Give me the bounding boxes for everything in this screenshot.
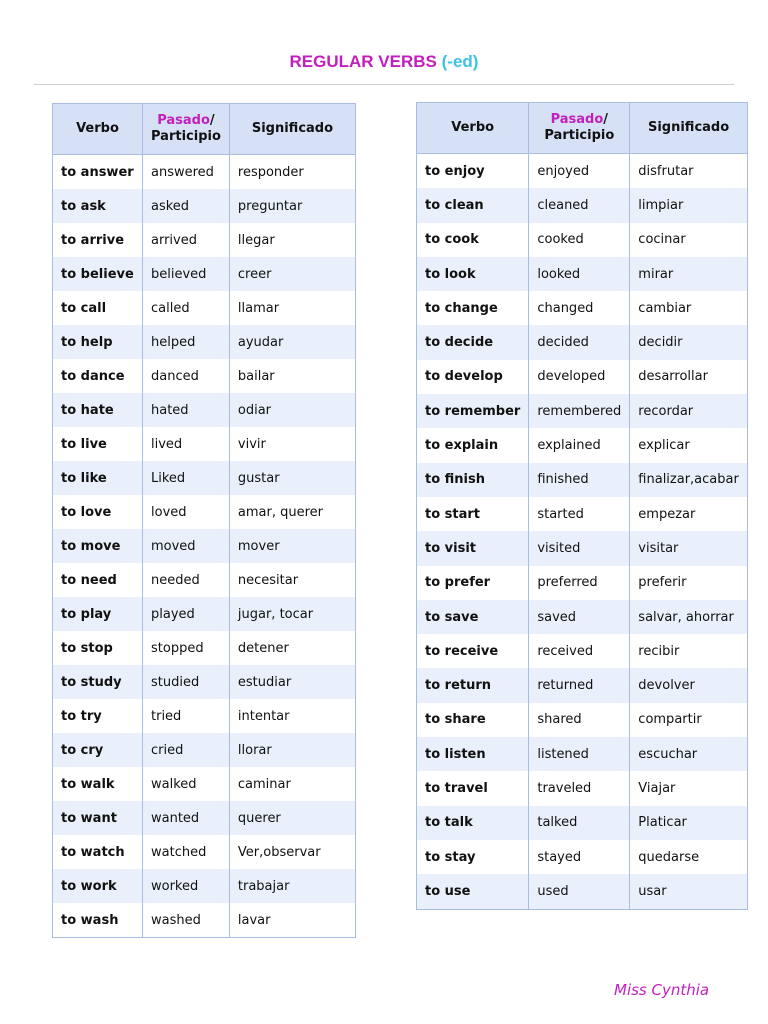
title-main: REGULAR VERBS: [289, 52, 437, 71]
table-row: [53, 869, 356, 903]
past-cell: preferred: [529, 566, 630, 600]
past-cell: visited: [529, 531, 630, 565]
table-row: [53, 631, 356, 665]
table-row: [417, 257, 748, 291]
past-cell: talked: [529, 806, 630, 840]
past-cell: used: [529, 874, 630, 909]
table-row: [53, 801, 356, 835]
table-row: [417, 188, 748, 222]
header-past-b: Participio: [544, 128, 615, 143]
header-past-sep: /: [209, 113, 215, 128]
verb-cell: to walk: [53, 767, 143, 801]
meaning-cell: Viajar: [638, 780, 676, 796]
past-cell: stayed: [529, 840, 630, 874]
meaning-cell: odiar: [229, 393, 355, 427]
meaning-cell: recordar: [630, 394, 748, 428]
past-cell: answered: [143, 155, 230, 190]
verb-cell: to watch: [53, 835, 143, 869]
table-row: [53, 427, 356, 461]
past-cell: played: [143, 597, 230, 631]
verb-cell: to travel: [417, 771, 529, 805]
verb-cell: to study: [53, 665, 143, 699]
past-cell: loved: [143, 495, 230, 529]
table-row: [53, 903, 356, 938]
header-past: [529, 103, 630, 154]
table-row: [417, 291, 748, 325]
meaning-cell: cambiar: [638, 300, 692, 316]
verb-cell: to return: [417, 668, 529, 702]
meaning-cell: bailar: [237, 368, 275, 384]
past-cell: saved: [529, 600, 630, 634]
table-row: [417, 634, 748, 668]
verb-cell: to move: [53, 529, 143, 563]
past-cell: cried: [143, 733, 230, 767]
verb-cell: to call: [53, 291, 143, 325]
past-cell: walked: [143, 767, 230, 801]
meaning-cell: llamar: [237, 300, 280, 316]
left-verb-table: [52, 103, 356, 938]
meaning-cell: trabajar: [229, 869, 355, 903]
table-row: [53, 359, 356, 393]
meaning-cell: Ver,observar: [237, 844, 321, 860]
verb-cell: to cook: [417, 223, 529, 257]
past-cell: looked: [529, 257, 630, 291]
past-cell: remembered: [529, 394, 630, 428]
table-row: [53, 529, 356, 563]
verb-cell: to stop: [53, 631, 143, 665]
past-cell: traveled: [529, 771, 630, 805]
header-row: [417, 103, 748, 154]
table-row: [417, 600, 748, 634]
meaning-cell: visitar: [630, 531, 748, 565]
meaning-cell: disfrutar: [638, 163, 694, 179]
header-verb: Verbo: [417, 103, 529, 154]
meaning-cell: escuchar: [630, 737, 748, 771]
meaning-cell: preferir: [638, 575, 687, 591]
meaning-cell: recibir: [638, 643, 680, 659]
past-cell: moved: [143, 529, 230, 563]
verb-cell: to explain: [417, 428, 529, 462]
table-row: [417, 497, 748, 531]
table-row: [417, 223, 748, 257]
table-row: [53, 733, 356, 767]
table-row: [417, 840, 748, 874]
verb-cell: to clean: [417, 188, 529, 222]
meaning-cell: Platicar: [630, 806, 748, 840]
past-cell: tried: [143, 699, 230, 733]
past-cell: decided: [529, 325, 630, 359]
meaning-cell: explicar: [638, 438, 690, 454]
past-cell: wanted: [143, 801, 230, 835]
meaning-cell: llorar: [229, 733, 355, 767]
header-past-sep: /: [603, 112, 609, 127]
table-row: [53, 461, 356, 495]
meaning-cell: jugar, tocar: [229, 597, 355, 631]
meaning-cell: limpiar: [630, 188, 748, 222]
meaning-cell: preguntar: [229, 189, 355, 223]
verb-cell: to hate: [53, 393, 143, 427]
verb-cell: to dance: [53, 359, 143, 393]
past-cell: hated: [143, 393, 230, 427]
verb-cell: to try: [53, 699, 143, 733]
verb-cell: to work: [53, 869, 143, 903]
verb-cell: to save: [417, 600, 529, 634]
table-row: [417, 874, 748, 909]
verb-cell: to want: [53, 801, 143, 835]
verb-cell: to prefer: [417, 566, 529, 600]
table-row: [53, 223, 356, 257]
table-row: [53, 393, 356, 427]
table-row: [53, 767, 356, 801]
table-row: [417, 360, 748, 394]
table-row: [417, 566, 748, 600]
verb-cell: to like: [53, 461, 143, 495]
table-row: [53, 835, 356, 869]
verb-cell: to arrive: [53, 223, 143, 257]
page-title: [0, 52, 768, 72]
table-row: [53, 189, 356, 223]
past-cell: developed: [529, 360, 630, 394]
verb-cell: to start: [417, 497, 529, 531]
verb-cell: to use: [417, 874, 529, 909]
past-cell: changed: [529, 291, 630, 325]
table-row: [417, 806, 748, 840]
verb-cell: to look: [417, 257, 529, 291]
verb-cell: to decide: [417, 325, 529, 359]
title-suffix: (-ed): [441, 52, 479, 71]
past-cell: stopped: [143, 631, 230, 665]
past-cell: lived: [143, 427, 230, 461]
verb-cell: to visit: [417, 531, 529, 565]
past-cell: watched: [143, 835, 230, 869]
past-cell: explained: [529, 428, 630, 462]
verb-cell: to wash: [53, 903, 143, 938]
verb-cell: to develop: [417, 360, 529, 394]
verb-cell: to need: [53, 563, 143, 597]
past-cell: needed: [143, 563, 230, 597]
table-row: [53, 291, 356, 325]
table-row: [417, 737, 748, 771]
verb-cell: to change: [417, 291, 529, 325]
verb-cell: to believe: [53, 257, 143, 291]
meaning-cell: ayudar: [229, 325, 355, 359]
verb-cell: to stay: [417, 840, 529, 874]
meaning-cell: usar: [630, 874, 748, 909]
past-cell: helped: [143, 325, 230, 359]
verb-cell: to remember: [417, 394, 529, 428]
past-cell: Liked: [143, 461, 230, 495]
table-row: [417, 428, 748, 462]
signature: Miss Cynthia: [614, 981, 710, 999]
table-row: [417, 531, 748, 565]
verb-cell: to help: [53, 325, 143, 359]
meaning-cell: empezar: [638, 506, 696, 522]
header-row: [53, 104, 356, 155]
past-cell: cooked: [529, 223, 630, 257]
past-cell: worked: [143, 869, 230, 903]
verb-cell: to listen: [417, 737, 529, 771]
meaning-cell: caminar: [237, 776, 291, 792]
header-past-a: Pasado: [157, 113, 210, 128]
title-divider: [34, 84, 734, 85]
header-verb: Verbo: [53, 104, 143, 155]
verb-cell: to live: [53, 427, 143, 461]
verb-cell: to play: [53, 597, 143, 631]
table-row: [417, 703, 748, 737]
meaning-cell: detener: [237, 640, 289, 656]
meaning-cell: finalizar,acabar: [630, 463, 748, 497]
meaning-cell: mover: [229, 529, 355, 563]
verb-cell: to receive: [417, 634, 529, 668]
past-cell: danced: [143, 359, 230, 393]
past-cell: returned: [529, 668, 630, 702]
table-row: [53, 325, 356, 359]
table-row: [417, 394, 748, 428]
table-row: [417, 771, 748, 805]
past-cell: enjoyed: [529, 154, 630, 189]
meaning-cell: lavar: [237, 912, 271, 928]
past-cell: asked: [143, 189, 230, 223]
verb-cell: to finish: [417, 463, 529, 497]
meaning-cell: querer: [229, 801, 355, 835]
header-meaning: Significado: [229, 104, 355, 155]
header-past: [143, 104, 230, 155]
meaning-cell: estudiar: [229, 665, 355, 699]
meaning-cell: salvar, ahorrar: [630, 600, 748, 634]
meaning-cell: decidir: [630, 325, 748, 359]
meaning-cell: responder: [237, 164, 304, 180]
verb-cell: to answer: [53, 155, 143, 190]
table-row: [53, 495, 356, 529]
right-verb-table: [416, 102, 748, 910]
table-row: [53, 597, 356, 631]
past-cell: received: [529, 634, 630, 668]
past-cell: studied: [143, 665, 230, 699]
table-row: [417, 325, 748, 359]
verb-cell: to talk: [417, 806, 529, 840]
table-row: [53, 257, 356, 291]
table-row: [53, 699, 356, 733]
meaning-cell: devolver: [630, 668, 748, 702]
meaning-cell: cocinar: [638, 232, 686, 248]
meaning-cell: necesitar: [237, 572, 299, 588]
meaning-cell: creer: [229, 257, 355, 291]
meaning-cell: intentar: [237, 708, 290, 724]
header-past-a: Pasado: [550, 112, 604, 127]
verb-cell: to enjoy: [417, 154, 529, 189]
meaning-cell: desarrollar: [638, 369, 708, 385]
header-past-b: Participio: [151, 129, 221, 144]
verb-cell: to share: [417, 703, 529, 737]
past-cell: washed: [143, 903, 230, 938]
verb-cell: to love: [53, 495, 143, 529]
table-row: [53, 155, 356, 190]
past-cell: cleaned: [529, 188, 630, 222]
past-cell: finished: [529, 463, 630, 497]
table-row: [53, 563, 356, 597]
meaning-cell: gustar: [229, 461, 355, 495]
header-meaning: Significado: [630, 103, 748, 154]
past-cell: arrived: [143, 223, 230, 257]
meaning-cell: amar, querer: [237, 504, 323, 520]
past-cell: called: [143, 291, 230, 325]
verb-cell: to ask: [53, 189, 143, 223]
meaning-cell: mirar: [630, 257, 748, 291]
meaning-cell: compartir: [638, 712, 702, 728]
past-cell: believed: [143, 257, 230, 291]
meaning-cell: vivir: [237, 436, 266, 452]
past-cell: started: [529, 497, 630, 531]
table-row: [417, 668, 748, 702]
meaning-cell: quedarse: [638, 849, 700, 865]
table-row: [417, 154, 748, 189]
verb-cell: to cry: [53, 733, 143, 767]
meaning-cell: llegar: [237, 232, 275, 248]
past-cell: listened: [529, 737, 630, 771]
past-cell: shared: [529, 703, 630, 737]
table-row: [417, 463, 748, 497]
table-row: [53, 665, 356, 699]
